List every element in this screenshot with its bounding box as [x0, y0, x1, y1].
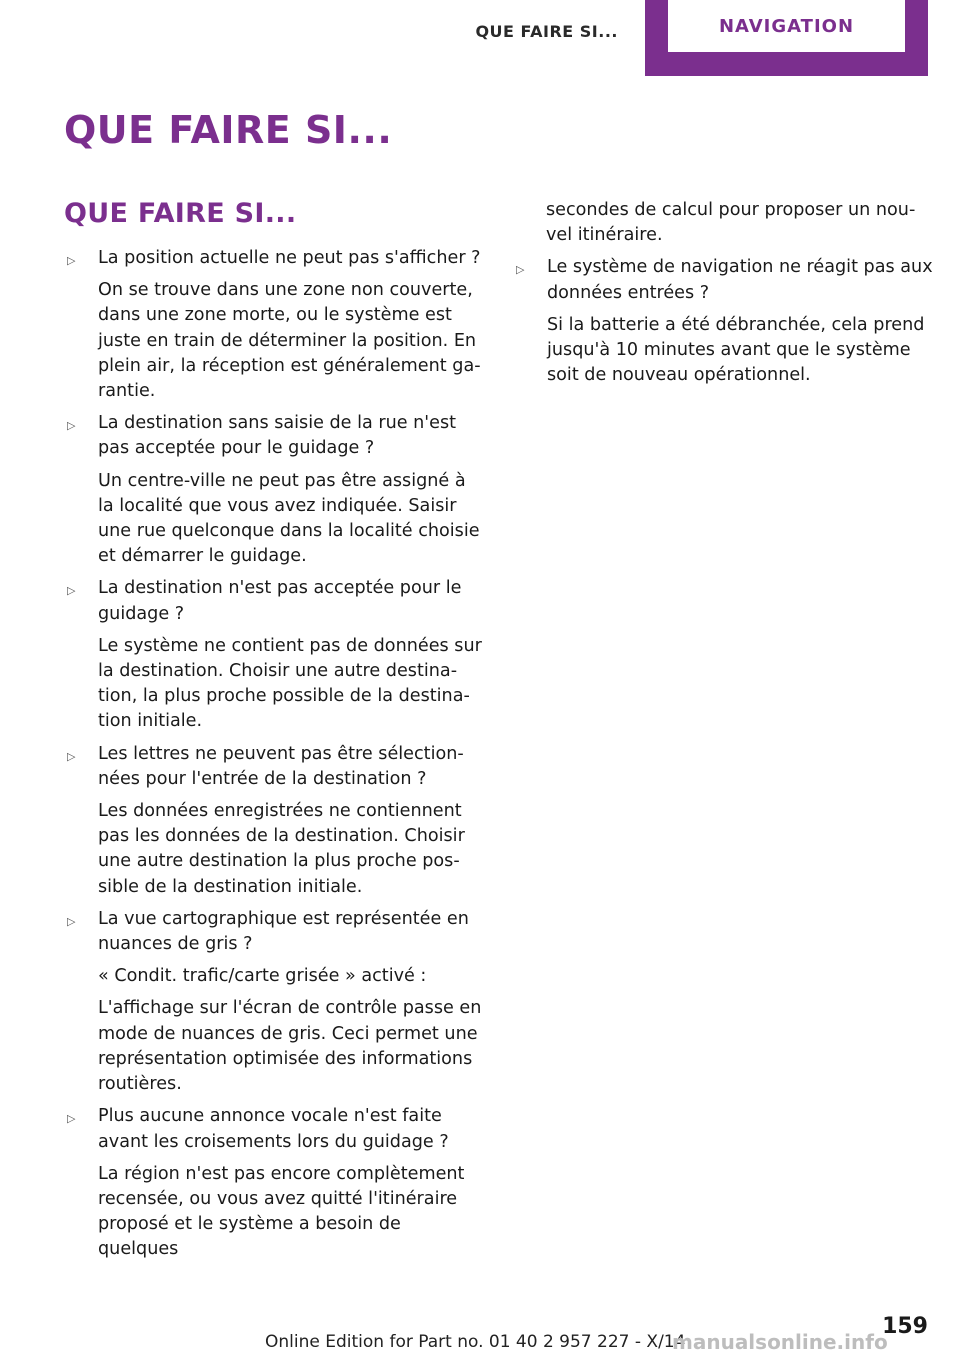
faq-question: La vue cartographique est représentée en nuances de gris ? [98, 908, 469, 955]
triangle-bullet-icon: ▷ [67, 584, 76, 598]
faq-item [64, 576, 484, 734]
triangle-bullet-icon: ▷ [67, 419, 76, 433]
running-header-section: QUE FAIRE SI... [475, 22, 618, 41]
faq-question: La position actuelle ne peut pas s'afficher ? [98, 248, 481, 268]
faq-answer: « Condit. trafic/carte grisée » activé : [98, 966, 427, 987]
faq-answer: Si la batterie a été débranchée, cela prend jusqu'à 10 minutes avant que le système soit de nouveau opérationnel. [547, 314, 925, 386]
faq-question: Les lettres ne peuvent pas être sélectionnées pour l'entrée de la destination ? [98, 743, 464, 789]
faq-answer: Le système ne contient pas de données sur la destination. Choisir une autre destination, la plus proche possible de la destination initiale. [98, 635, 482, 732]
faq-item [513, 255, 933, 388]
triangle-bullet-icon: ▷ [67, 1112, 76, 1126]
triangle-bullet-icon: ▷ [67, 254, 76, 267]
right-column [513, 198, 933, 395]
page-number: 159 [882, 1314, 928, 1339]
triangle-bullet-icon: ▷ [67, 749, 76, 763]
faq-answer: La région n'est pas encore complètement recensée, ou vous avez quitté l'itinéraire proposé et le système a besoin de quelques [98, 1163, 465, 1260]
faq-question: La destination n'est pas acceptée pour le guidage ? [98, 578, 462, 624]
chapter-tab [645, 0, 928, 76]
faq-answer: Un centre-ville ne peut pas être assigné à la localité que vous avez indiquée. Saisir une rue quelconque dans la localité choisie et démarrer le guidage. [98, 470, 480, 567]
edition-footer: Online Edition for Part no. 01 40 2 957 227 - X/14 [265, 1332, 686, 1352]
triangle-bullet-icon: ▷ [67, 914, 76, 928]
chapter-tab-label: NAVIGATION [718, 15, 855, 37]
watermark: manualsonline.info [672, 1330, 888, 1354]
faq-item [64, 742, 484, 900]
section-title: QUE FAIRE SI... [64, 198, 297, 229]
faq-question: Le système de navigation ne réagit pas aux données entrées ? [547, 257, 933, 303]
triangle-bullet-icon: ▷ [516, 263, 525, 277]
faq-item [64, 246, 484, 404]
faq-answer-continuation: secondes de calcul pour proposer un nouvel itinéraire. [546, 200, 916, 246]
page-title: QUE FAIRE SI... [64, 108, 393, 152]
faq-answer: L'affichage sur l'écran de contrôle passe en mode de nuances de gris. Ceci permet une représentation optimisée des informations routières. [98, 998, 482, 1095]
faq-item [64, 907, 484, 1097]
faq-answer: Les données enregistrées ne contiennent pas les données de la destination. Choisir une autre destination la plus proche possible de la destination initiale. [98, 801, 465, 897]
faq-item [64, 1104, 484, 1262]
faq-question: Plus aucune annonce vocale n'est faite avant les croisements lors du guidage ? [98, 1106, 449, 1152]
left-column [64, 196, 484, 1270]
faq-answer: On se trouve dans une zone non couverte, dans une zone morte, ou le système est juste en train de déterminer la position. En plein air, la réception est généralement garantie. [98, 280, 481, 402]
faq-item [64, 411, 484, 569]
faq-question: La destination sans saisie de la rue n'est pas acceptée pour le guidage ? [98, 413, 457, 459]
